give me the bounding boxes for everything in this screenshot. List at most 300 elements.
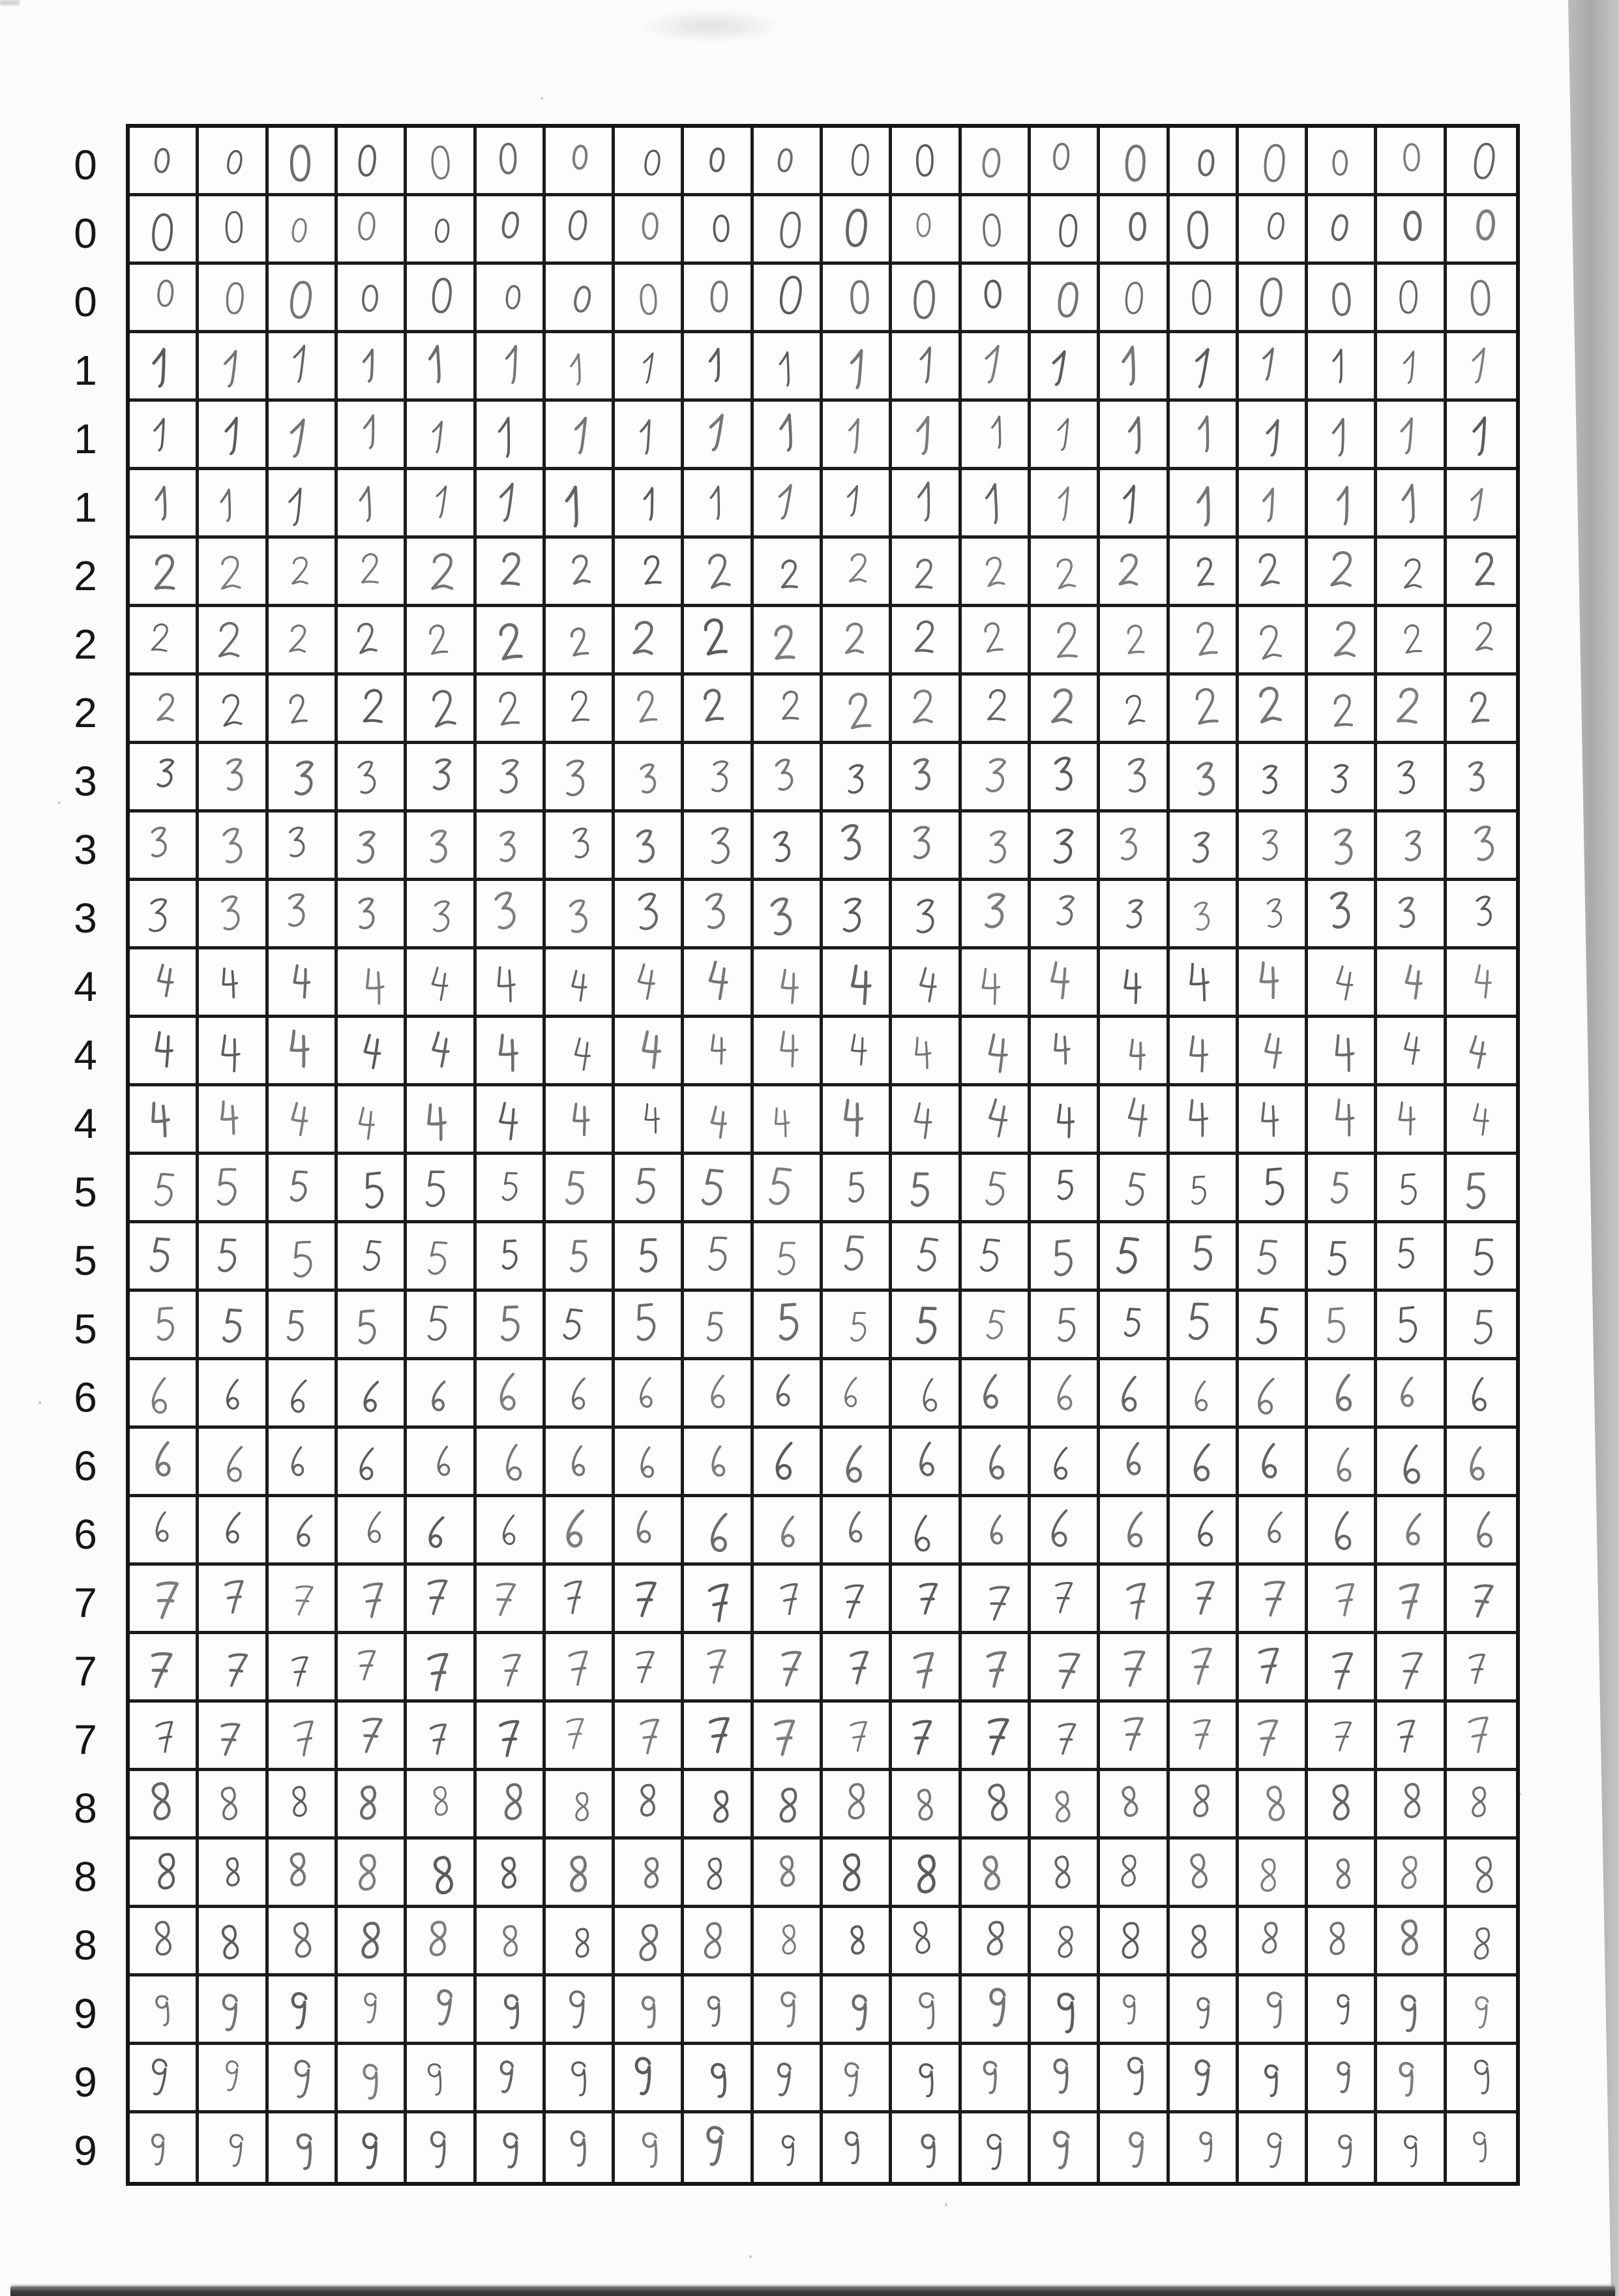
- digit-cell: [962, 1429, 1031, 1497]
- handwritten-digit: [912, 343, 942, 385]
- handwritten-digit: [1322, 886, 1360, 936]
- handwritten-digit: [351, 1304, 385, 1349]
- digit-cell: [1100, 1771, 1169, 1840]
- digit-cell: [130, 1976, 199, 2045]
- handwritten-digit: [1047, 1851, 1078, 1894]
- handwritten-digit: [426, 481, 457, 522]
- handwritten-digit: [982, 1305, 1013, 1345]
- handwritten-digit: [1181, 1030, 1215, 1075]
- digit-cell: [477, 1429, 546, 1497]
- handwritten-digit: [284, 2053, 321, 2102]
- handwritten-digit: [1113, 1371, 1146, 1415]
- digit-cell: [1447, 1497, 1516, 1566]
- digit-cell: [615, 2113, 684, 2182]
- handwritten-digit: [350, 618, 382, 659]
- handwritten-digit: [696, 683, 730, 727]
- handwritten-digit: [423, 140, 457, 184]
- digit-cell: [754, 1908, 823, 1976]
- handwritten-digit: [1193, 2126, 1221, 2164]
- digit-cell: [546, 1497, 615, 1566]
- digit-cell: [269, 265, 338, 333]
- scan-corner-artifact: [0, 0, 20, 5]
- digit-cell: [754, 196, 823, 265]
- digit-cell: [1308, 196, 1377, 265]
- handwritten-digit: [1187, 1377, 1215, 1415]
- digit-cell: [130, 1155, 199, 1223]
- handwritten-digit: [418, 1097, 454, 1144]
- digit-cell: [1239, 1566, 1308, 1634]
- digit-cell: [1239, 402, 1308, 470]
- digit-cell: [130, 402, 199, 470]
- handwritten-digit: [703, 2057, 737, 2102]
- digit-cell: [1239, 265, 1308, 333]
- digit-cell: [338, 1292, 407, 1360]
- handwritten-digit: [981, 1579, 1017, 1625]
- row-label: 7: [74, 1579, 97, 1626]
- handwritten-digit: [1464, 1783, 1494, 1822]
- digit-cell: [477, 744, 546, 813]
- handwritten-digit: [354, 548, 385, 589]
- handwritten-digit: [1180, 205, 1216, 254]
- handwritten-digit: [486, 885, 526, 936]
- handwritten-digit: [1468, 1234, 1502, 1280]
- handwritten-digit: [423, 962, 456, 1004]
- handwritten-digit: [906, 1168, 937, 1211]
- digit-cell: [1170, 744, 1239, 813]
- digit-cell: [130, 1634, 199, 1703]
- digit-cell: [962, 2045, 1031, 2113]
- handwritten-digit: [424, 1376, 454, 1415]
- digit-cell: [823, 1086, 892, 1155]
- handwritten-digit: [703, 1370, 734, 1412]
- handwritten-digit: [839, 203, 874, 251]
- handwritten-digit: [1048, 1369, 1081, 1414]
- digit-cell: [130, 539, 199, 607]
- handwritten-digit: [494, 546, 528, 592]
- handwritten-digit: [1119, 1575, 1155, 1623]
- digit-cell: [269, 744, 338, 813]
- digit-cell: [754, 607, 823, 676]
- digit-cell: [477, 1840, 546, 1908]
- digit-cell: [1100, 1840, 1169, 1908]
- handwritten-digit: [1187, 897, 1219, 936]
- handwritten-digit: [562, 2125, 597, 2170]
- digit-cell: [1031, 333, 1100, 402]
- handwritten-digit: [767, 1102, 797, 1141]
- handwritten-digit: [1253, 1096, 1287, 1140]
- handwritten-digit: [426, 753, 460, 797]
- handwritten-digit: [1326, 1167, 1356, 1208]
- handwritten-digit: [1392, 479, 1430, 528]
- digit-cell: [546, 744, 615, 813]
- handwritten-digit: [151, 753, 182, 794]
- handwritten-digit: [983, 411, 1013, 452]
- handwritten-digit: [979, 1093, 1017, 1141]
- digit-cell: [615, 813, 684, 881]
- handwritten-digit: [1393, 1990, 1427, 2035]
- handwritten-digit: [1324, 413, 1358, 460]
- handwritten-digit: [563, 894, 596, 938]
- digit-cell: [338, 1360, 407, 1429]
- handwritten-digit: [844, 1990, 876, 2033]
- row-label: 4: [74, 1099, 97, 1147]
- handwritten-digit: [287, 1578, 319, 1619]
- digit-cell: [1447, 1634, 1516, 1703]
- digit-cell: [684, 1429, 753, 1497]
- handwritten-digit: [1046, 823, 1082, 871]
- handwritten-digit: [1254, 1916, 1288, 1960]
- digit-cell: [1031, 676, 1100, 744]
- digit-cell: [615, 1634, 684, 1703]
- handwritten-digit: [492, 1097, 526, 1142]
- digit-cell: [962, 881, 1031, 949]
- digit-cell: [1031, 1292, 1100, 1360]
- handwritten-digit: [286, 1651, 314, 1688]
- digit-cell: [477, 1703, 546, 1771]
- digit-cell: [823, 1429, 892, 1497]
- handwritten-digit: [912, 1232, 947, 1277]
- digit-cell: [1377, 1360, 1446, 1429]
- handwritten-digit: [983, 1511, 1011, 1549]
- digit-cell: [1100, 196, 1169, 265]
- digit-cell: [130, 1086, 199, 1155]
- handwritten-digit: [1469, 891, 1500, 931]
- digit-cell: [962, 1908, 1031, 1976]
- handwritten-digit: [286, 1236, 322, 1283]
- handwritten-digit: [1260, 205, 1293, 249]
- handwritten-digit: [423, 825, 455, 868]
- handwritten-digit: [1121, 753, 1154, 798]
- digit-cell: [407, 265, 476, 333]
- digit-cell: [199, 813, 268, 881]
- digit-cell: [199, 607, 268, 676]
- digit-cell: [1308, 1771, 1377, 1840]
- handwritten-digit: [1462, 756, 1493, 797]
- digit-cell: [1239, 470, 1308, 539]
- handwritten-digit: [1393, 1851, 1426, 1894]
- digit-cell: [1377, 1155, 1446, 1223]
- digit-cell: [269, 813, 338, 881]
- digit-cell: [684, 333, 753, 402]
- digit-cell: [615, 607, 684, 676]
- digit-cell: [130, 1703, 199, 1771]
- handwritten-digit: [350, 755, 384, 799]
- handwritten-digit: [908, 476, 945, 525]
- handwritten-digit: [145, 823, 173, 862]
- digit-cell: [546, 1840, 615, 1908]
- digit-cell: [684, 607, 753, 676]
- digit-cell: [1377, 1223, 1446, 1292]
- digit-cell: [1377, 607, 1446, 676]
- handwritten-digit: [1461, 1710, 1497, 1757]
- handwritten-digit: [357, 1577, 390, 1621]
- digit-cell: [407, 196, 476, 265]
- row-label: 2: [74, 552, 97, 599]
- digit-cell: [1170, 1223, 1239, 1292]
- digit-cell: [1100, 949, 1169, 1018]
- digit-cell: [338, 1223, 407, 1292]
- digit-cell: [823, 1566, 892, 1634]
- digit-cell: [546, 1429, 615, 1497]
- digit-cell: [1170, 402, 1239, 470]
- digit-cell: [1308, 949, 1377, 1018]
- digit-cell: [130, 881, 199, 949]
- digit-cell: [1377, 949, 1446, 1018]
- digit-cell: [684, 744, 753, 813]
- handwritten-digit: [496, 1989, 529, 2033]
- digit-cell: [962, 1223, 1031, 1292]
- handwritten-digit: [147, 142, 175, 181]
- row-label: 1: [74, 483, 97, 531]
- digit-cell: [407, 1497, 476, 1566]
- handwritten-digit: [776, 686, 805, 725]
- handwritten-digit: [1190, 757, 1223, 801]
- digit-cell: [684, 2113, 753, 2182]
- digit-cell: [1031, 2113, 1100, 2182]
- handwritten-digit: [147, 1437, 179, 1480]
- handwritten-digit: [773, 1851, 802, 1891]
- digit-cell: [130, 744, 199, 813]
- digit-cell: [1447, 949, 1516, 1018]
- digit-cell: [199, 402, 268, 470]
- handwritten-digit: [290, 2128, 321, 2172]
- handwritten-digit: [1249, 1372, 1286, 1420]
- handwritten-digit: [144, 2129, 173, 2168]
- handwritten-digit: [981, 683, 1014, 727]
- digit-cell: [1100, 1292, 1169, 1360]
- handwritten-digit: [1466, 820, 1503, 867]
- handwritten-digit: [1325, 759, 1356, 799]
- handwritten-digit: [1324, 1780, 1357, 1825]
- handwritten-digit: [288, 1508, 322, 1552]
- digit-cell: [962, 2113, 1031, 2182]
- digit-cell: [1100, 1155, 1169, 1223]
- digit-cell: [1308, 1429, 1377, 1497]
- digit-cell: [1447, 881, 1516, 949]
- handwritten-digit: [147, 1508, 177, 1546]
- digit-cell: [754, 265, 823, 333]
- handwritten-digit: [493, 203, 527, 248]
- handwritten-digit: [843, 960, 878, 1007]
- handwritten-digit: [1330, 2057, 1358, 2096]
- handwritten-digit: [1050, 554, 1081, 594]
- digit-cell: [477, 1497, 546, 1566]
- row-label: 9: [74, 1990, 97, 2037]
- handwritten-digit: [1189, 1993, 1218, 2032]
- handwritten-digit: [1253, 1235, 1286, 1280]
- handwritten-digit: [773, 205, 809, 252]
- handwritten-digit: [1461, 1442, 1494, 1485]
- handwritten-digit: [1393, 413, 1424, 456]
- digit-cell: [823, 1223, 892, 1292]
- handwritten-digit: [633, 1234, 665, 1277]
- handwritten-digit: [1045, 2053, 1078, 2097]
- digit-cell: [823, 196, 892, 265]
- digit-cell: [546, 2045, 615, 2113]
- digit-cell: [1377, 1908, 1446, 1976]
- handwritten-digit: [496, 1510, 524, 1548]
- handwritten-digit: [1252, 681, 1288, 729]
- digit-cell: [684, 813, 753, 881]
- handwritten-digit: [975, 1369, 1007, 1412]
- digit-cell: [1308, 539, 1377, 607]
- digit-cell: [1031, 1976, 1100, 2045]
- handwritten-digit: [1328, 482, 1362, 528]
- handwritten-digit: [284, 140, 318, 185]
- handwritten-digit: [216, 2055, 248, 2096]
- digit-cell: [130, 1908, 199, 1976]
- handwritten-digit: [352, 1645, 380, 1682]
- digit-cell: [962, 1703, 1031, 1771]
- handwritten-digit: [703, 1441, 734, 1481]
- handwritten-digit: [496, 1235, 525, 1274]
- handwritten-digit: [637, 1854, 666, 1893]
- handwritten-digit: [1324, 143, 1356, 185]
- digit-cell: [1239, 2113, 1308, 2182]
- digit-cell: [962, 1771, 1031, 1840]
- digit-cell: [1308, 1223, 1377, 1292]
- digit-cell: [338, 744, 407, 813]
- handwritten-digit: [773, 1025, 806, 1070]
- digit-cell: [615, 265, 684, 333]
- digit-cell: [477, 676, 546, 744]
- digit-cell: [477, 1634, 546, 1703]
- digit-cell: [892, 1634, 961, 1703]
- handwritten-digit: [1328, 1716, 1357, 1754]
- handwritten-digit: [973, 962, 1008, 1008]
- handwritten-digit: [1119, 1507, 1153, 1552]
- handwritten-digit: [701, 344, 732, 385]
- handwritten-digit: [426, 1782, 455, 1820]
- handwritten-digit: [1391, 1714, 1422, 1755]
- handwritten-digit: [695, 1163, 734, 1212]
- digit-cell: [1377, 128, 1446, 196]
- handwritten-digit: [280, 413, 318, 462]
- handwritten-digit: [634, 2127, 668, 2171]
- handwritten-digit: [771, 408, 807, 455]
- handwritten-digit: [1119, 689, 1150, 730]
- handwritten-digit: [913, 1577, 943, 1617]
- handwritten-digit: [701, 1643, 732, 1686]
- digit-cell: [823, 1155, 892, 1223]
- digit-cell: [546, 676, 615, 744]
- handwritten-digit: [836, 1093, 870, 1140]
- digit-cell: [269, 949, 338, 1018]
- digit-cell: [1377, 881, 1446, 949]
- handwritten-digit: [908, 615, 942, 660]
- digit-cell: [130, 1360, 199, 1429]
- digit-cell: [684, 470, 753, 539]
- digit-cell: [407, 1292, 476, 1360]
- handwritten-digit: [1120, 1167, 1155, 1212]
- handwritten-digit: [837, 1373, 866, 1411]
- digit-cell: [615, 949, 684, 1018]
- digit-cell: [754, 1566, 823, 1634]
- digit-cell: [1100, 1908, 1169, 1976]
- handwritten-digit: [980, 1165, 1016, 1212]
- handwritten-digit: [773, 1238, 804, 1279]
- handwritten-digit: [1327, 689, 1358, 732]
- handwritten-digit: [426, 1983, 462, 2030]
- digit-cell: [269, 1429, 338, 1497]
- handwritten-digit: [424, 1718, 453, 1757]
- digit-cell: [546, 196, 615, 265]
- handwritten-digit: [977, 887, 1015, 935]
- handwritten-digit: [147, 1916, 179, 1960]
- handwritten-digit: [213, 1782, 246, 1825]
- digit-cell: [754, 1155, 823, 1223]
- handwritten-digit: [1116, 1643, 1151, 1690]
- handwritten-digit: [1253, 343, 1285, 384]
- handwritten-digit: [421, 2058, 451, 2098]
- handwritten-digit: [566, 822, 599, 864]
- digit-cell: [1377, 1840, 1446, 1908]
- handwritten-digit: [1116, 964, 1148, 1006]
- handwritten-digit: [151, 689, 181, 727]
- digit-cell: [338, 1566, 407, 1634]
- handwritten-digit: [1389, 681, 1427, 731]
- handwritten-digit: [422, 1300, 456, 1346]
- handwritten-digit: [420, 1572, 454, 1617]
- digit-cell: [1170, 196, 1239, 265]
- handwritten-digit: [1399, 826, 1429, 866]
- handwritten-digit: [633, 759, 664, 799]
- handwritten-digit: [144, 618, 175, 658]
- digit-cell: [477, 1908, 546, 1976]
- row-label: 1: [74, 346, 97, 394]
- handwritten-digit: [1326, 1506, 1361, 1555]
- digit-cell: [269, 607, 338, 676]
- digit-cell: [615, 1566, 684, 1634]
- digit-cell: [615, 1429, 684, 1497]
- handwritten-digit: [1049, 617, 1084, 664]
- digit-cell: [407, 881, 476, 949]
- digit-cell: [1031, 1018, 1100, 1086]
- handwritten-digit: [1052, 1303, 1084, 1346]
- handwritten-digit: [147, 1026, 180, 1070]
- handwritten-digit: [1048, 1575, 1078, 1616]
- handwritten-digit: [1324, 345, 1355, 386]
- digit-cell: [477, 813, 546, 881]
- handwritten-digit: [1120, 141, 1151, 185]
- handwritten-digit: [351, 1101, 382, 1142]
- digit-cell: [1170, 676, 1239, 744]
- digit-cell: [684, 128, 753, 196]
- digit-cell: [962, 1018, 1031, 1086]
- digit-cell: [823, 1840, 892, 1908]
- digit-cell: [1170, 1429, 1239, 1497]
- digit-cell: [754, 2045, 823, 2113]
- digit-cell: [754, 744, 823, 813]
- digit-cell: [269, 1840, 338, 1908]
- handwritten-digit: [421, 1916, 455, 1961]
- handwritten-digit: [357, 1235, 389, 1277]
- digit-cell: [1170, 128, 1239, 196]
- digit-cell: [1100, 1497, 1169, 1566]
- digit-cell: [477, 607, 546, 676]
- digit-cell: [684, 1908, 753, 1976]
- handwritten-digit: [1466, 2053, 1501, 2098]
- digit-cell: [130, 1497, 199, 1566]
- handwritten-digit: [979, 1778, 1018, 1827]
- handwritten-digit: [280, 483, 314, 529]
- digit-cell: [407, 1908, 476, 1976]
- digit-cell: [1239, 2045, 1308, 2113]
- handwritten-digit: [1390, 755, 1424, 800]
- digit-cell: [754, 128, 823, 196]
- digit-cell: [892, 744, 961, 813]
- digit-cell: [892, 1771, 961, 1840]
